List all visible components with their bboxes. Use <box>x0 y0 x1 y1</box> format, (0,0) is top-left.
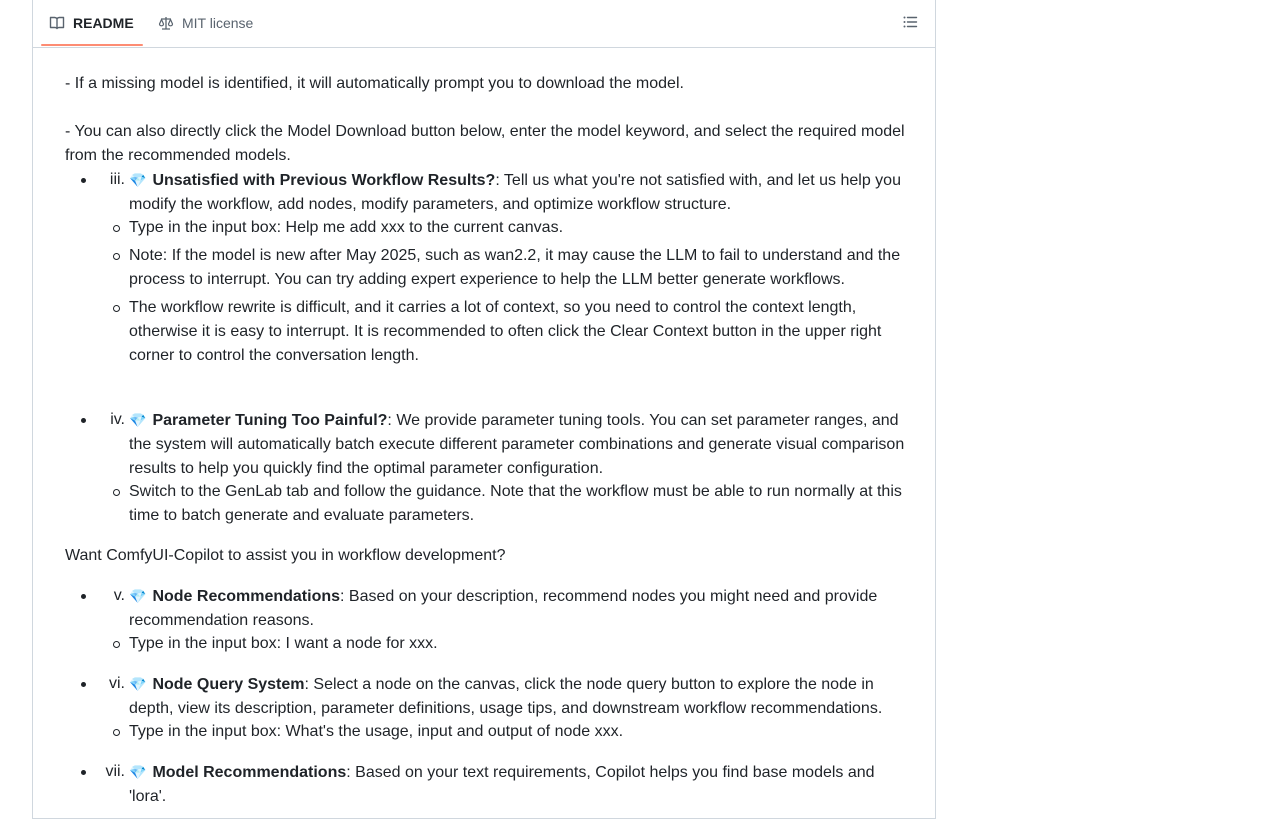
scale-icon <box>158 15 174 31</box>
gem-icon: 💎 <box>129 588 147 604</box>
missing-model-paragraph: - If a missing model is identified, it will automatically prompt you to download the model. <box>65 75 684 92</box>
item-description: : We provide parameter tuning tools. You can set parameter ranges, and the system will automatically batch execute different parameter combinations and generate visual comparison results to help you quickly find the optimal parameter configuration. <box>129 412 905 477</box>
tab-license[interactable]: MIT license <box>158 0 253 46</box>
list-item: The workflow rewrite is difficult, and it carries a lot of context, so you need to control the context length, otherwise it is easy to interrupt. It is recommended to often click the Clear Context button in the upper right corner to control the conversation length. <box>129 296 905 368</box>
list-item: Type in the input box: Help me add xxx to the current canvas. <box>129 216 905 240</box>
gem-icon: 💎 <box>129 676 147 692</box>
bullet <box>81 594 86 599</box>
list-item-iii <box>65 168 905 217</box>
tab-readme[interactable]: README <box>49 0 134 46</box>
workflow-dev-paragraph: Want ComfyUI-Copilot to assist you in workflow development? <box>65 547 506 564</box>
gem-icon: 💎 <box>129 412 147 428</box>
readme-tab-bar <box>33 0 935 48</box>
list-item: Type in the input box: I want a node for xxx. <box>129 632 905 656</box>
list-numeral: iii. <box>109 171 125 188</box>
book-icon <box>49 15 65 31</box>
gem-icon: 💎 <box>129 764 147 780</box>
list-numeral: v. <box>113 587 125 604</box>
bullet <box>113 225 120 232</box>
list-item-v <box>65 584 905 633</box>
outline-button[interactable] <box>899 11 921 33</box>
item-title: Model Recommendations <box>152 764 347 781</box>
item-description: : Select a node on the canvas, click the node query button to explore the node in depth, view its description, parameter definitions, usage tips, and downstream workflow recommendations. <box>129 676 883 717</box>
bullet <box>81 418 86 423</box>
item-description: : Tell us what you're not satisfied with, and let us help you modify the workflow, add nodes, modify parameters, and optimize workflow structure. <box>129 172 901 213</box>
item-description: : Based on your description, recommend nodes you might need and provide recommendation reasons. <box>129 588 878 629</box>
list-item-vi <box>65 672 905 721</box>
list-item: Type in the input box: What's the usage, input and output of node xxx. <box>129 720 905 744</box>
readme-panel <box>32 0 936 819</box>
item-title: Node Recommendations <box>152 588 341 605</box>
list-item-iv <box>65 408 905 481</box>
item-title: Unsatisfied with Previous Workflow Results? <box>152 172 496 189</box>
bullet <box>113 641 120 648</box>
active-tab-indicator <box>41 44 143 46</box>
list-numeral: vii. <box>105 763 125 780</box>
bullet <box>81 178 86 183</box>
bullet <box>113 253 120 260</box>
list-item: Note: If the model is new after May 2025, such as wan2.2, it may cause the LLM to fail to understand and the process to interrupt. You can try adding expert experience to help the LLM better generate workflows. <box>129 244 905 292</box>
list-numeral: iv. <box>110 411 125 428</box>
item-title: Parameter Tuning Too Painful? <box>152 412 388 429</box>
list-item: Switch to the GenLab tab and follow the guidance. Note that the workflow must be able to run normally at this time to batch generate and evaluate parameters. <box>129 480 905 528</box>
list-item-vii <box>65 760 905 809</box>
bullet <box>113 729 120 736</box>
list-numeral: vi. <box>109 675 125 692</box>
bullet <box>113 489 120 496</box>
item-description: : Based on your text requirements, Copilot helps you find base models and 'lora'. <box>129 764 875 805</box>
bullet <box>81 770 86 775</box>
bullet <box>113 305 120 312</box>
list-unordered-icon <box>902 14 918 30</box>
bullet <box>81 682 86 687</box>
gem-icon: 💎 <box>129 172 147 188</box>
item-title: Node Query System <box>152 676 305 693</box>
model-download-paragraph: - You can also directly click the Model Download button below, enter the model keyword, and select the required model from the recommended models. <box>65 123 905 164</box>
